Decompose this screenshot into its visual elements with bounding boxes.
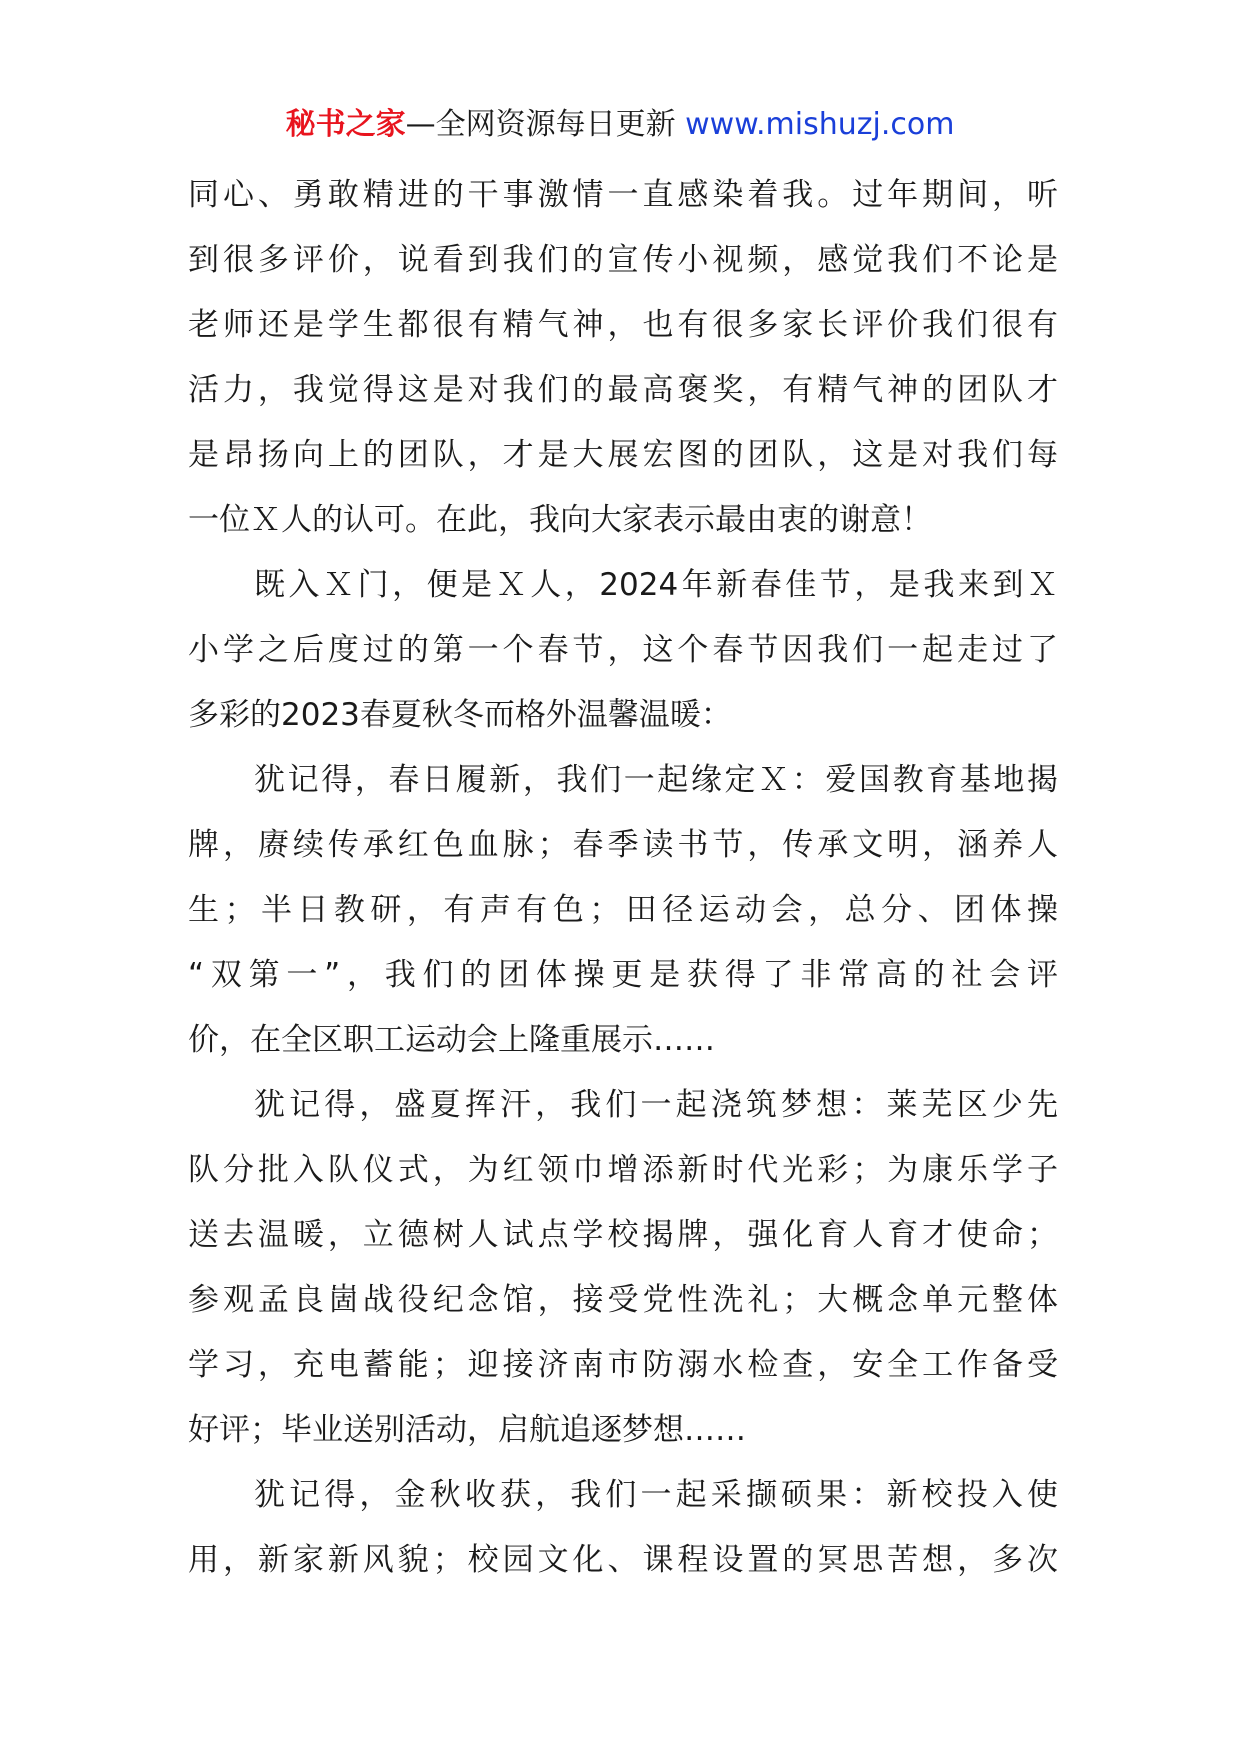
text-line: 犹记得，春日履新，我们一起缘定Ｘ：爱国教育基地揭: [254, 762, 1058, 798]
text-line: 小学之后度过的第一个春节，这个春节因我们一起走过了: [188, 632, 1058, 668]
text-line: 用，新家新风貌；校园文化、课程设置的冥思苦想，多次: [188, 1542, 1058, 1578]
page-header: [0, 98, 1240, 152]
text-line: 是昂扬向上的团队，才是大展宏图的团队，这是对我们每: [188, 437, 1058, 473]
text-line: 同心、勇敢精进的干事激情一直感染着我。过年期间，听: [188, 177, 1058, 213]
text-line: 学习，充电蓄能；迎接济南市防溺水检查，安全工作备受: [188, 1347, 1058, 1383]
text-line: 牌，赓续传承红色血脉；春季读书节，传承文明，涵养人: [188, 827, 1058, 863]
text-line: 参观孟良崮战役纪念馆，接受党性洗礼；大概念单元整体: [188, 1282, 1058, 1318]
paragraph: [188, 163, 1058, 553]
paragraph: [188, 553, 1058, 748]
header-brand: 秘书之家: [285, 107, 406, 142]
header-tagline: —全网资源每日更新: [405, 107, 686, 142]
text-line: 犹记得，盛夏挥汗，我们一起浇筑梦想：莱芜区少先: [254, 1087, 1058, 1123]
paragraph: [188, 748, 1058, 1073]
text-line: 活力，我觉得这是对我们的最高褒奖，有精气神的团队才: [188, 372, 1058, 408]
text-line: 犹记得，金秋收获，我们一起采撷硕果：新校投入使: [254, 1477, 1058, 1513]
text-line: “双第一”，我们的团体操更是获得了非常高的社会评: [188, 957, 1058, 993]
text-line: 生；半日教研，有声有色；田径运动会，总分、团体操: [188, 892, 1058, 928]
text-line: 既入Ｘ门，便是Ｘ人，2024年新春佳节，是我来到Ｘ: [254, 567, 1058, 603]
text-line: 老师还是学生都很有精气神，也有很多家长评价我们很有: [188, 307, 1058, 343]
text-line: 价，在全区职工运动会上隆重展示……: [188, 1022, 715, 1058]
header-url-link[interactable]: www.mishuzj.com: [685, 107, 955, 142]
text-line: 一位Ｘ人的认可。在此，我向大家表示最由衷的谢意！: [188, 502, 932, 538]
document-body: [188, 163, 1058, 1593]
paragraph: [188, 1073, 1058, 1463]
text-line: 多彩的2023春夏秋冬而格外温馨温暖：: [188, 697, 732, 733]
text-line: 队分批入队仪式，为红领巾增添新时代光彩；为康乐学子: [188, 1152, 1058, 1188]
paragraph: [188, 1463, 1058, 1593]
text-line: 送去温暖，立德树人试点学校揭牌，强化育人育才使命；: [188, 1217, 1058, 1253]
text-line: 到很多评价，说看到我们的宣传小视频，感觉我们不论是: [188, 242, 1058, 278]
text-line: 好评；毕业送别活动，启航追逐梦想……: [188, 1412, 746, 1448]
